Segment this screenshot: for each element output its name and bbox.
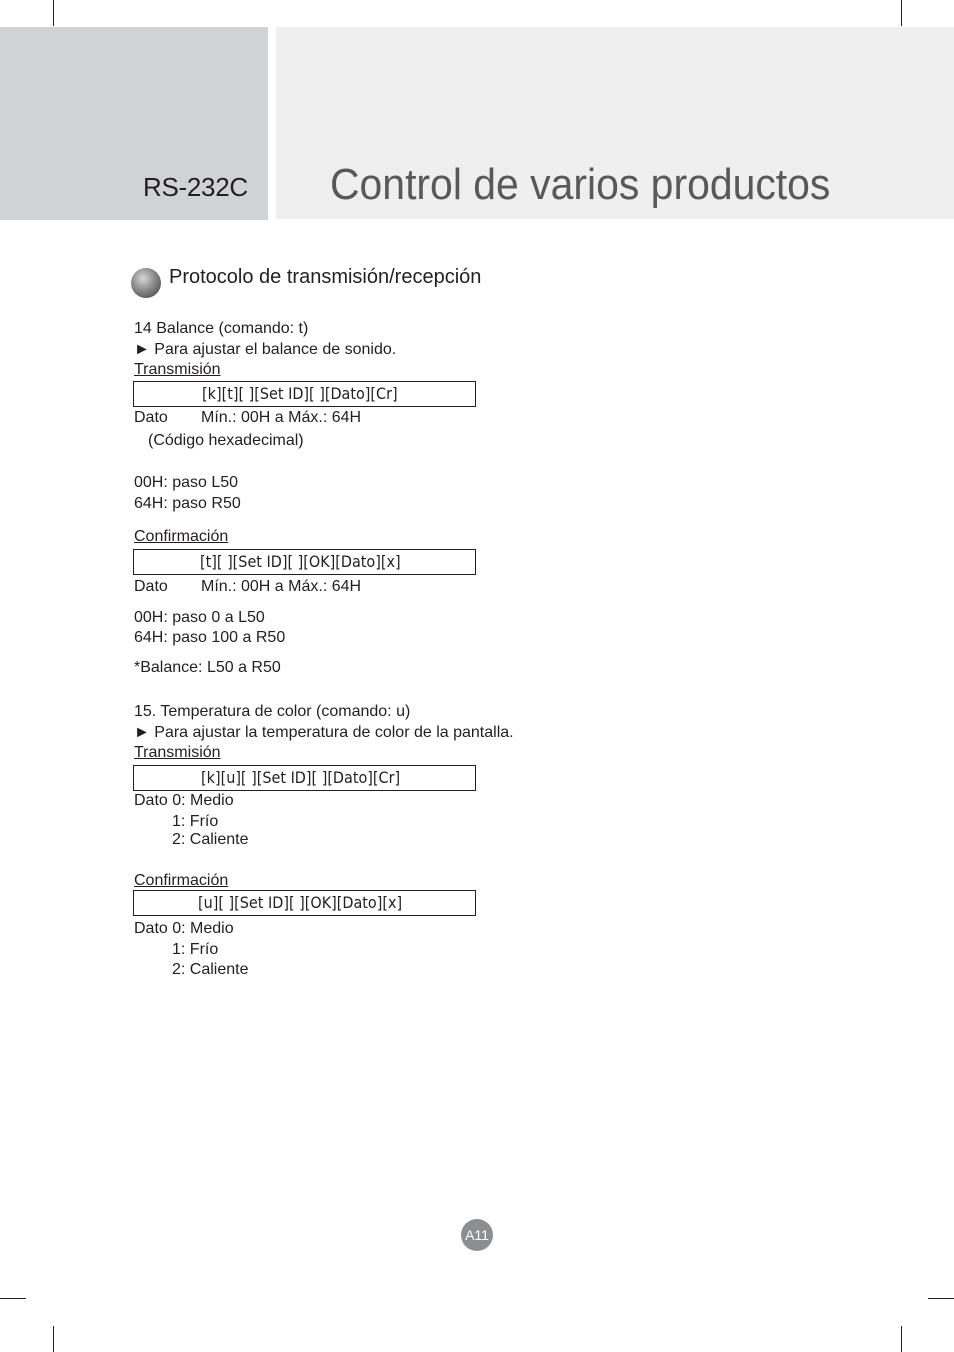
crop-mark (901, 1326, 902, 1352)
balance-heading: 14 Balance (comando: t) (134, 320, 309, 337)
section-title: Protocolo de transmisión/recepción (169, 266, 482, 288)
color-temp-description: ► Para ajustar la temperatura de color de la pantalla. (134, 724, 514, 741)
balance-confirm-data-range: Mín.: 00H a Máx.: 64H (201, 578, 362, 595)
crop-mark (53, 1326, 54, 1352)
color-temp-confirm-data-0: Dato 0: Medio (134, 920, 234, 937)
color-temp-data-0: Dato 0: Medio (134, 792, 234, 809)
balance-confirm-step-1: 00H: paso 0 a L50 (134, 609, 265, 626)
crop-mark (53, 0, 54, 26)
balance-confirm-step-2: 64H: paso 100 a R50 (134, 629, 286, 646)
balance-hex-note: (Código hexadecimal) (148, 432, 304, 449)
balance-step-1: 00H: paso L50 (134, 474, 239, 491)
section-bullet-icon (131, 268, 161, 298)
balance-transmission-command (133, 381, 476, 407)
color-temp-confirmation-label: Confirmación (134, 872, 229, 889)
command-text: [u][ ][Set ID][ ][OK][Dato][x] (198, 893, 403, 912)
balance-confirm-data-label: Dato (134, 578, 168, 595)
command-text: [k][t][ ][Set ID][ ][Dato][Cr] (202, 384, 398, 403)
section-code: RS-232C (143, 172, 248, 202)
page-number-badge: A11 (461, 1219, 493, 1251)
balance-step-2: 64H: paso R50 (134, 495, 241, 512)
page-title: Control de varios productos (330, 160, 831, 209)
color-temp-heading: 15. Temperatura de color (comando: u) (134, 703, 411, 720)
balance-description: ► Para ajustar el balance de sonido. (134, 341, 397, 358)
crop-mark (0, 1298, 26, 1299)
balance-data-range: Mín.: 00H a Máx.: 64H (201, 409, 362, 426)
color-temp-data-1: 1: Frío (172, 813, 219, 830)
balance-transmission-label: Transmisión (134, 361, 221, 378)
color-temp-confirm-data-2: 2: Caliente (172, 961, 249, 978)
balance-note: *Balance: L50 a R50 (134, 659, 281, 676)
command-text: [t][ ][Set ID][ ][OK][Dato][x] (200, 552, 401, 571)
balance-confirmation-command (133, 549, 476, 575)
balance-data-label: Dato (134, 409, 168, 426)
color-temp-transmission-label: Transmisión (134, 744, 221, 761)
crop-mark (901, 0, 902, 26)
command-text: [k][u][ ][Set ID][ ][Dato][Cr] (201, 768, 401, 787)
balance-confirmation-label: Confirmación (134, 528, 229, 545)
color-temp-data-2: 2: Caliente (172, 831, 249, 848)
crop-mark (928, 1298, 954, 1299)
color-temp-confirmation-command (133, 890, 476, 916)
color-temp-transmission-command (133, 765, 476, 791)
color-temp-confirm-data-1: 1: Frío (172, 941, 219, 958)
